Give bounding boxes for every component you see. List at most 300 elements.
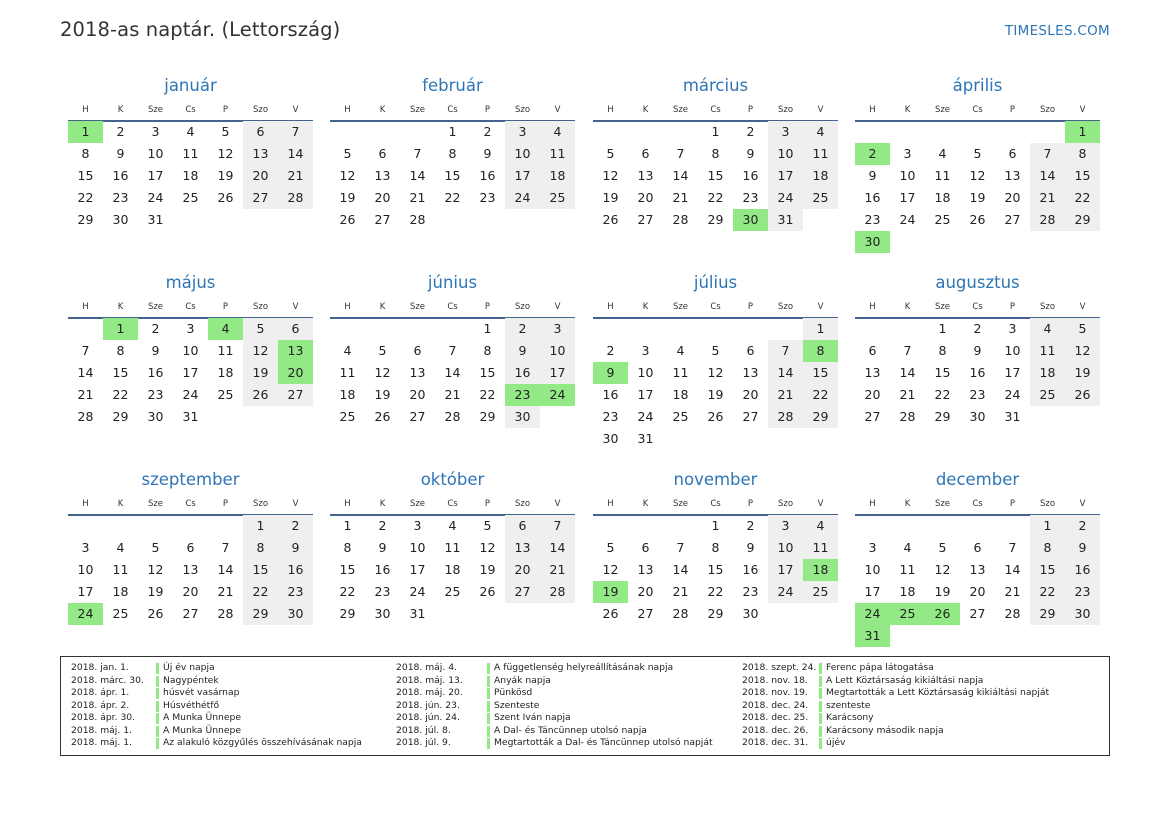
- weekday-header: V: [1079, 105, 1086, 115]
- day-cell: 1: [68, 121, 103, 143]
- day-cell: 16: [969, 365, 986, 380]
- day-cell: 27: [1004, 212, 1021, 227]
- day-cell: 21: [217, 584, 234, 599]
- weekday-header: Cs: [710, 105, 721, 115]
- weekday-header: Sze: [672, 499, 689, 509]
- day-cell: 26: [339, 212, 356, 227]
- holiday-marker: [156, 701, 159, 712]
- weekday-header: K: [904, 105, 911, 115]
- day-cell: 1: [803, 318, 838, 340]
- day-cell: 23: [374, 584, 391, 599]
- month-name: november: [673, 470, 758, 489]
- weekday-header: V: [292, 302, 299, 312]
- day-cell: 27: [742, 409, 759, 424]
- day-cell: 10: [768, 143, 803, 165]
- month-name: március: [682, 76, 749, 95]
- holiday-name: Nagypéntek: [163, 674, 219, 686]
- holiday-date: 2018. máj. 4.: [396, 662, 457, 673]
- day-cell: 8: [803, 340, 838, 362]
- weekday-header: H: [607, 302, 614, 312]
- day-cell: 28: [77, 409, 94, 424]
- day-cell: 23: [479, 190, 496, 205]
- day-cell: 7: [1008, 540, 1017, 555]
- weekday-header: P: [747, 499, 754, 509]
- day-cell: 10: [864, 562, 881, 577]
- day-cell: 3: [641, 343, 650, 358]
- day-cell: 18: [1030, 362, 1065, 384]
- holiday-legend: [60, 656, 1110, 756]
- day-cell: 3: [868, 540, 877, 555]
- weekday-header: H: [869, 499, 876, 509]
- weekday-header: Cs: [710, 499, 721, 509]
- day-cell: 8: [116, 343, 125, 358]
- day-cell: 20: [742, 387, 759, 402]
- day-cell: 9: [151, 343, 160, 358]
- weekday-header: Cs: [972, 499, 983, 509]
- day-cell: 25: [444, 584, 461, 599]
- day-cell: 14: [409, 168, 426, 183]
- day-cell: 31: [182, 409, 199, 424]
- day-cell: 28: [409, 212, 426, 227]
- weekday-header: V: [1079, 499, 1086, 509]
- day-cell: 27: [409, 409, 426, 424]
- weekday-header: Sze: [409, 105, 426, 115]
- day-cell: 19: [934, 584, 951, 599]
- holiday-date: 2018. nov. 18.: [742, 674, 808, 686]
- weekday-header: P: [484, 105, 491, 115]
- day-cell: 21: [1004, 584, 1021, 599]
- month-divider: [593, 317, 838, 319]
- day-cell: 4: [938, 146, 947, 161]
- day-cell: 3: [505, 121, 540, 143]
- weekday-header: V: [554, 499, 561, 509]
- holiday-marker: [819, 713, 822, 724]
- weekday-header: Szo: [514, 499, 531, 509]
- weekday-header: K: [904, 302, 911, 312]
- day-cell: 6: [973, 540, 982, 555]
- weekday-header: K: [642, 302, 649, 312]
- day-cell: 26: [707, 409, 724, 424]
- day-cell: 27: [182, 606, 199, 621]
- day-cell: 5: [378, 343, 387, 358]
- day-cell: 9: [973, 343, 982, 358]
- day-cell: 12: [147, 562, 164, 577]
- day-cell: 21: [409, 190, 426, 205]
- weekday-header: Sze: [147, 302, 164, 312]
- weekday-header: P: [484, 499, 491, 509]
- day-cell: 5: [483, 518, 492, 533]
- weekday-header: H: [82, 105, 89, 115]
- day-cell: 20: [1004, 190, 1021, 205]
- day-cell: 12: [1065, 340, 1100, 362]
- day-cell: 2: [116, 124, 125, 139]
- weekday-header: Sze: [934, 302, 951, 312]
- day-cell: 26: [1065, 384, 1100, 406]
- weekday-header: Sze: [147, 499, 164, 509]
- weekday-header: P: [1009, 302, 1016, 312]
- day-cell: 30: [278, 603, 313, 625]
- holiday-marker: [487, 713, 490, 724]
- holiday-marker: [156, 663, 159, 674]
- day-cell: 27: [637, 606, 654, 621]
- day-cell: 18: [339, 387, 356, 402]
- day-cell: 6: [641, 540, 650, 555]
- holiday-name: Az alakuló közgyűlés összehívásának napja: [163, 737, 362, 748]
- day-cell: 15: [479, 365, 496, 380]
- day-cell: 25: [803, 187, 838, 209]
- weekday-header: V: [1079, 302, 1086, 312]
- weekday-header: K: [642, 105, 649, 115]
- weekday-header: Sze: [672, 105, 689, 115]
- day-cell: 11: [339, 365, 356, 380]
- day-cell: 1: [711, 518, 720, 533]
- day-cell: 16: [742, 168, 759, 183]
- day-cell: 8: [343, 540, 352, 555]
- day-cell: 18: [112, 584, 129, 599]
- day-cell: 22: [707, 584, 724, 599]
- day-cell: 19: [479, 562, 496, 577]
- day-cell: 24: [1004, 387, 1021, 402]
- day-cell: 2: [746, 518, 755, 533]
- weekday-header: Cs: [185, 105, 196, 115]
- day-cell: 23: [278, 581, 313, 603]
- weekday-header: Cs: [185, 302, 196, 312]
- day-cell: 23: [112, 190, 129, 205]
- day-cell: 5: [606, 146, 615, 161]
- day-cell: 26: [602, 606, 619, 621]
- holiday-marker: [819, 701, 822, 712]
- day-cell: 10: [1004, 343, 1021, 358]
- day-cell: 22: [243, 581, 278, 603]
- month-name: szeptember: [141, 470, 240, 489]
- day-cell: 7: [81, 343, 90, 358]
- holiday-date: 2018. ápr. 30.: [71, 712, 136, 723]
- weekday-header: Szo: [777, 105, 794, 115]
- day-cell: 10: [540, 340, 575, 362]
- holiday-name: A Munka Ünnepe: [163, 724, 241, 736]
- weekday-header: Szo: [1039, 302, 1056, 312]
- day-cell: 21: [768, 384, 803, 406]
- holiday-name: Megtartották a Lett Köztársaság kikiáltási napját: [826, 687, 1050, 698]
- day-cell: 8: [711, 146, 720, 161]
- day-cell: 6: [186, 540, 195, 555]
- day-cell: 2: [483, 124, 492, 139]
- weekday-header: P: [1009, 499, 1016, 509]
- day-cell: 11: [672, 365, 689, 380]
- day-cell: 24: [505, 187, 540, 209]
- day-cell: 9: [278, 537, 313, 559]
- weekday-header: Szo: [252, 499, 269, 509]
- day-cell: 30: [969, 409, 986, 424]
- holiday-marker: [156, 676, 159, 687]
- weekday-header: P: [747, 105, 754, 115]
- day-cell: 13: [969, 562, 986, 577]
- weekday-header: V: [817, 302, 824, 312]
- day-cell: 12: [243, 340, 278, 362]
- weekday-header: Cs: [447, 499, 458, 509]
- day-cell: 7: [1030, 143, 1065, 165]
- month-name: július: [693, 273, 738, 292]
- day-cell: 16: [1065, 559, 1100, 581]
- day-cell: 19: [602, 190, 619, 205]
- holiday-date: 2018. márc. 30.: [71, 674, 144, 686]
- month-name: október: [420, 470, 485, 489]
- day-cell: 15: [339, 562, 356, 577]
- month-divider: [855, 120, 1100, 122]
- weekday-header: P: [222, 302, 229, 312]
- day-cell: 13: [243, 143, 278, 165]
- day-cell: 17: [409, 562, 426, 577]
- day-cell: 18: [444, 562, 461, 577]
- holiday-marker: [487, 701, 490, 712]
- day-cell: 27: [969, 606, 986, 621]
- day-cell: 29: [1030, 603, 1065, 625]
- day-cell: 19: [707, 387, 724, 402]
- day-cell: 13: [1004, 168, 1021, 183]
- day-cell: 22: [77, 190, 94, 205]
- day-cell: 3: [768, 515, 803, 537]
- holiday-marker: [156, 726, 159, 737]
- day-cell: 24: [768, 581, 803, 603]
- day-cell: 14: [899, 365, 916, 380]
- weekday-header: Cs: [710, 302, 721, 312]
- weekday-header: V: [554, 105, 561, 115]
- weekday-header: Szo: [1039, 499, 1056, 509]
- day-cell: 9: [593, 362, 628, 384]
- day-cell: 21: [672, 190, 689, 205]
- day-cell: 28: [278, 187, 313, 209]
- day-cell: 23: [864, 212, 881, 227]
- day-cell: 16: [505, 362, 540, 384]
- day-cell: 31: [855, 625, 890, 647]
- day-cell: 25: [540, 187, 575, 209]
- day-cell: 23: [602, 409, 619, 424]
- day-cell: 8: [711, 540, 720, 555]
- day-cell: 7: [221, 540, 230, 555]
- day-cell: 22: [339, 584, 356, 599]
- day-cell: 30: [602, 431, 619, 446]
- day-cell: 14: [217, 562, 234, 577]
- day-cell: 1: [103, 318, 138, 340]
- day-cell: 18: [934, 190, 951, 205]
- month-name: május: [165, 273, 216, 292]
- day-cell: 15: [707, 562, 724, 577]
- day-cell: 2: [746, 124, 755, 139]
- day-cell: 19: [147, 584, 164, 599]
- day-cell: 23: [969, 387, 986, 402]
- day-cell: 28: [444, 409, 461, 424]
- day-cell: 30: [733, 209, 768, 231]
- holiday-name: húsvét vasárnap: [163, 687, 240, 698]
- day-cell: 25: [890, 603, 925, 625]
- day-cell: 17: [768, 559, 803, 581]
- day-cell: 9: [505, 340, 540, 362]
- day-cell: 11: [540, 143, 575, 165]
- day-cell: 3: [540, 318, 575, 340]
- holiday-name: Karácsony második napja: [826, 724, 944, 736]
- day-cell: 20: [637, 584, 654, 599]
- day-cell: 14: [672, 562, 689, 577]
- weekday-header: H: [344, 105, 351, 115]
- weekday-header: H: [869, 302, 876, 312]
- day-cell: 19: [217, 168, 234, 183]
- day-cell: 30: [742, 606, 759, 621]
- day-cell: 10: [77, 562, 94, 577]
- weekday-header: H: [344, 302, 351, 312]
- weekday-header: K: [379, 302, 386, 312]
- day-cell: 7: [676, 146, 685, 161]
- day-cell: 7: [278, 121, 313, 143]
- day-cell: 2: [505, 318, 540, 340]
- day-cell: 31: [409, 606, 426, 621]
- weekday-header: V: [292, 105, 299, 115]
- day-cell: 26: [217, 190, 234, 205]
- day-cell: 21: [77, 387, 94, 402]
- day-cell: 18: [803, 165, 838, 187]
- day-cell: 13: [505, 537, 540, 559]
- holiday-date: 2018. júl. 8.: [396, 724, 451, 736]
- day-cell: 24: [68, 603, 103, 625]
- day-cell: 1: [343, 518, 352, 533]
- day-cell: 5: [151, 540, 160, 555]
- day-cell: 29: [934, 409, 951, 424]
- day-cell: 11: [803, 143, 838, 165]
- day-cell: 18: [217, 365, 234, 380]
- day-cell: 8: [243, 537, 278, 559]
- weekday-header: Cs: [447, 105, 458, 115]
- weekday-header: Szo: [1039, 105, 1056, 115]
- holiday-date: 2018. máj. 1.: [71, 737, 132, 748]
- month-name: február: [422, 76, 483, 95]
- day-cell: 15: [1065, 165, 1100, 187]
- day-cell: 22: [1065, 187, 1100, 209]
- weekday-header: V: [292, 499, 299, 509]
- day-cell: 11: [899, 562, 916, 577]
- day-cell: 15: [112, 365, 129, 380]
- holiday-marker: [487, 688, 490, 699]
- day-cell: 4: [343, 343, 352, 358]
- day-cell: 3: [903, 146, 912, 161]
- weekday-header: P: [222, 105, 229, 115]
- holiday-name: szenteste: [826, 699, 871, 711]
- day-cell: 22: [707, 190, 724, 205]
- day-cell: 8: [81, 146, 90, 161]
- day-cell: 31: [637, 431, 654, 446]
- day-cell: 2: [973, 321, 982, 336]
- day-cell: 21: [1030, 187, 1065, 209]
- holiday-marker: [819, 688, 822, 699]
- day-cell: 3: [768, 121, 803, 143]
- day-cell: 24: [768, 187, 803, 209]
- day-cell: 14: [278, 143, 313, 165]
- day-cell: 12: [969, 168, 986, 183]
- day-cell: 24: [637, 409, 654, 424]
- day-cell: 11: [182, 146, 199, 161]
- holiday-marker: [819, 738, 822, 749]
- day-cell: 14: [444, 365, 461, 380]
- holiday-marker: [156, 713, 159, 724]
- day-cell: 21: [444, 387, 461, 402]
- day-cell: 2: [606, 343, 615, 358]
- holiday-date: 2018. dec. 24.: [742, 699, 809, 711]
- day-cell: 6: [641, 146, 650, 161]
- day-cell: 29: [112, 409, 129, 424]
- day-cell: 27: [864, 409, 881, 424]
- day-cell: 1: [1065, 121, 1100, 143]
- day-cell: 17: [77, 584, 94, 599]
- day-cell: 18: [899, 584, 916, 599]
- holiday-name: Szent Iván napja: [494, 712, 571, 723]
- day-cell: 12: [602, 562, 619, 577]
- day-cell: 14: [1030, 165, 1065, 187]
- day-cell: 4: [1030, 318, 1065, 340]
- weekday-header: P: [222, 499, 229, 509]
- day-cell: 23: [147, 387, 164, 402]
- holiday-date: 2018. szept. 24.: [742, 662, 817, 673]
- day-cell: 28: [672, 212, 689, 227]
- day-cell: 20: [864, 387, 881, 402]
- day-cell: 29: [803, 406, 838, 428]
- day-cell: 29: [479, 409, 496, 424]
- holiday-marker: [819, 676, 822, 687]
- day-cell: 11: [934, 168, 951, 183]
- weekday-header: H: [869, 105, 876, 115]
- day-cell: 15: [707, 168, 724, 183]
- day-cell: 17: [768, 165, 803, 187]
- holiday-date: 2018. ápr. 2.: [71, 699, 130, 711]
- weekday-header: K: [117, 302, 124, 312]
- weekday-header: K: [642, 499, 649, 509]
- day-cell: 5: [711, 343, 720, 358]
- day-cell: 16: [374, 562, 391, 577]
- day-cell: 30: [112, 212, 129, 227]
- day-cell: 31: [147, 212, 164, 227]
- weekday-header: H: [82, 302, 89, 312]
- day-cell: 17: [505, 165, 540, 187]
- weekday-header: H: [607, 105, 614, 115]
- weekday-header: Cs: [972, 302, 983, 312]
- weekday-header: K: [379, 499, 386, 509]
- day-cell: 14: [672, 168, 689, 183]
- day-cell: 25: [182, 190, 199, 205]
- day-cell: 12: [374, 365, 391, 380]
- day-cell: 24: [540, 384, 575, 406]
- holiday-marker: [487, 663, 490, 674]
- day-cell: 26: [243, 384, 278, 406]
- day-cell: 29: [77, 212, 94, 227]
- day-cell: 3: [1008, 321, 1017, 336]
- day-cell: 28: [672, 606, 689, 621]
- day-cell: 26: [479, 584, 496, 599]
- day-cell: 6: [278, 318, 313, 340]
- holiday-name: Új év napja: [163, 662, 215, 673]
- holiday-date: 2018. júl. 9.: [396, 737, 451, 748]
- month-name: január: [164, 76, 217, 95]
- weekday-header: Szo: [777, 499, 794, 509]
- day-cell: 17: [182, 365, 199, 380]
- day-cell: 16: [112, 168, 129, 183]
- day-cell: 10: [182, 343, 199, 358]
- day-cell: 1: [938, 321, 947, 336]
- day-cell: 25: [112, 606, 129, 621]
- day-cell: 20: [374, 190, 391, 205]
- site-link[interactable]: TIMESLES.COM: [1004, 23, 1110, 39]
- day-cell: 20: [637, 190, 654, 205]
- holiday-name: A függetlenség helyreállításának napja: [494, 662, 674, 673]
- day-cell: 12: [339, 168, 356, 183]
- day-cell: 15: [934, 365, 951, 380]
- holiday-name: Karácsony: [826, 712, 874, 723]
